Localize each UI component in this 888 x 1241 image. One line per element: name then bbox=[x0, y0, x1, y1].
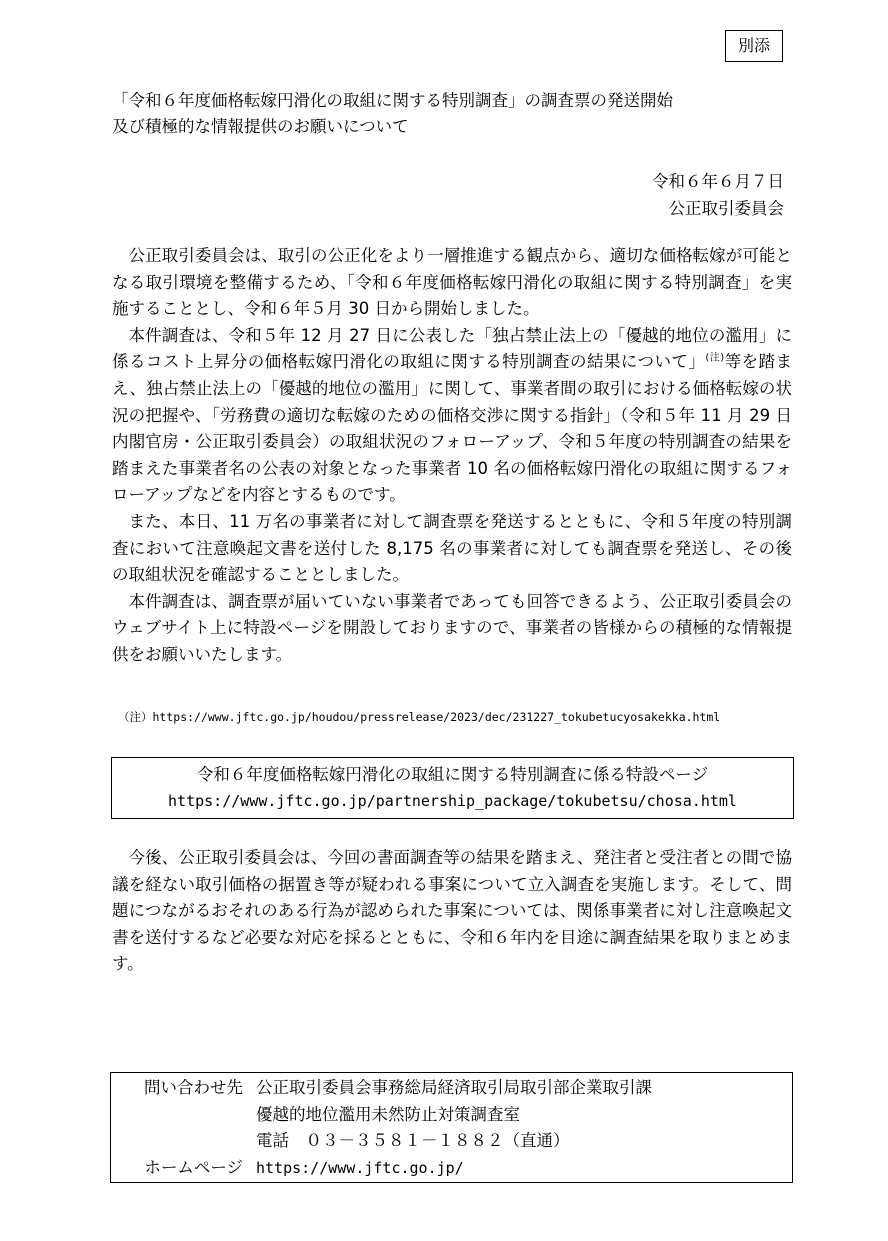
paragraph-3: また、本日、11 万名の事業者に対して調査票を発送するとともに、令和５年度の特別調査において注意喚起文書を送付した 8,175 名の事業者に対しても調査票を発送し、その後の取組状況を確認することとしました。 bbox=[112, 511, 792, 585]
homepage-label: ホームページ bbox=[144, 1157, 243, 1177]
paragraph-1: 公正取引委員会は、取引の公正化をより一層推進する観点から、適切な価格転嫁が可能となる取引環境を整備するため、「令和６年度価格転嫁円滑化の取組に関する特別調査」を実施することとし、令和６年５月 30 日から開始しました。 bbox=[112, 246, 792, 319]
body-text bbox=[112, 243, 792, 669]
closing-text bbox=[112, 845, 792, 978]
contact-office: 優越的地位濫用未然防止対策調査室 bbox=[256, 1104, 520, 1124]
contact-row-homepage bbox=[111, 1155, 792, 1182]
contact-department: 公正取引委員会事務総局経済取引局取引部企業取引課 bbox=[256, 1078, 652, 1097]
special-page-title: 令和６年度価格転嫁円滑化の取組に関する特別調査に係る特設ページ bbox=[196, 765, 709, 784]
document-title bbox=[112, 88, 792, 140]
paragraph-2 bbox=[112, 323, 792, 509]
title-line-1: 「令和６年度価格転嫁円滑化の取組に関する特別調査」の調査票の発送開始 bbox=[112, 91, 673, 110]
paragraph-4: 本件調査は、調査票が届いていない事業者であっても回答できるよう、公正取引委員会のウェブサイト上に特設ページを開設しておりますので、事業者の皆様からの積極的な情報提供をお願いいたします。 bbox=[112, 591, 792, 664]
issuer: 公正取引委員会 bbox=[668, 199, 784, 218]
footnote-link[interactable]: （注）https://www.jftc.go.jp/houdou/pressrelease/2023/dec/231227_tokubetucyosakekka.html bbox=[118, 710, 721, 724]
special-page-box bbox=[111, 757, 794, 819]
closing-paragraph: 今後、公正取引委員会は、今回の書面調査等の結果を踏まえ、発注者と受注者との間で協議を経ない取引価格の据置き等が疑われる事案について立入調査を実施します。そして、問題につながるおそれのある行為が認められた事案については、関係事業者に対し注意喚起文書を送付するなど必要な対応を採るとともに、令和６年内を目途に調査結果を取りまとめます。 bbox=[112, 848, 792, 974]
attachment-label: 別添 bbox=[725, 30, 783, 62]
note-reference: (注) bbox=[705, 352, 725, 364]
paragraph-2-part-1: 本件調査は、令和５年 12 月 27 日に公表した「独占禁止法上の「優越的地位の濫用」に係るコスト上昇分の価格転嫁円滑化の取組に関する特別調査の結果について」 bbox=[112, 325, 792, 372]
contact-row-phone bbox=[111, 1128, 792, 1155]
contact-phone: 電話 ０３－３５８１－１８８２（直通） bbox=[256, 1131, 570, 1150]
homepage-url[interactable]: https://www.jftc.go.jp/ bbox=[256, 1158, 464, 1177]
paragraph-2-part-2: 等を踏まえ、独占禁止法上の「優越的地位の濫用」に関して、事業者間の取引における価格転嫁の状況の把握や、「労務費の適切な転嫁のための価格交渉に関する指針」（令和５年 11 月 29 日内閣官房・公正取引委員会）の取組状況のフォローアップ、令和５年度の特別調査の結果を踏まえた事業者名の公表の対象となった事業者 10 名の価格転嫁円滑化の取組に関するフォローアップなどを内容とするものです。 bbox=[112, 352, 792, 505]
contact-row-department bbox=[111, 1075, 792, 1102]
issue-date: 令和６年６月７日 bbox=[652, 172, 784, 191]
date-block bbox=[652, 168, 784, 222]
contact-box bbox=[110, 1072, 793, 1183]
title-line-2: 及び積極的な情報提供のお願いについて bbox=[112, 117, 409, 136]
inquiry-label: 問い合わせ先 bbox=[144, 1078, 243, 1097]
special-page-url[interactable]: https://www.jftc.go.jp/partnership_package/tokubetsu/chosa.html bbox=[168, 792, 737, 810]
contact-row-office bbox=[111, 1102, 792, 1129]
